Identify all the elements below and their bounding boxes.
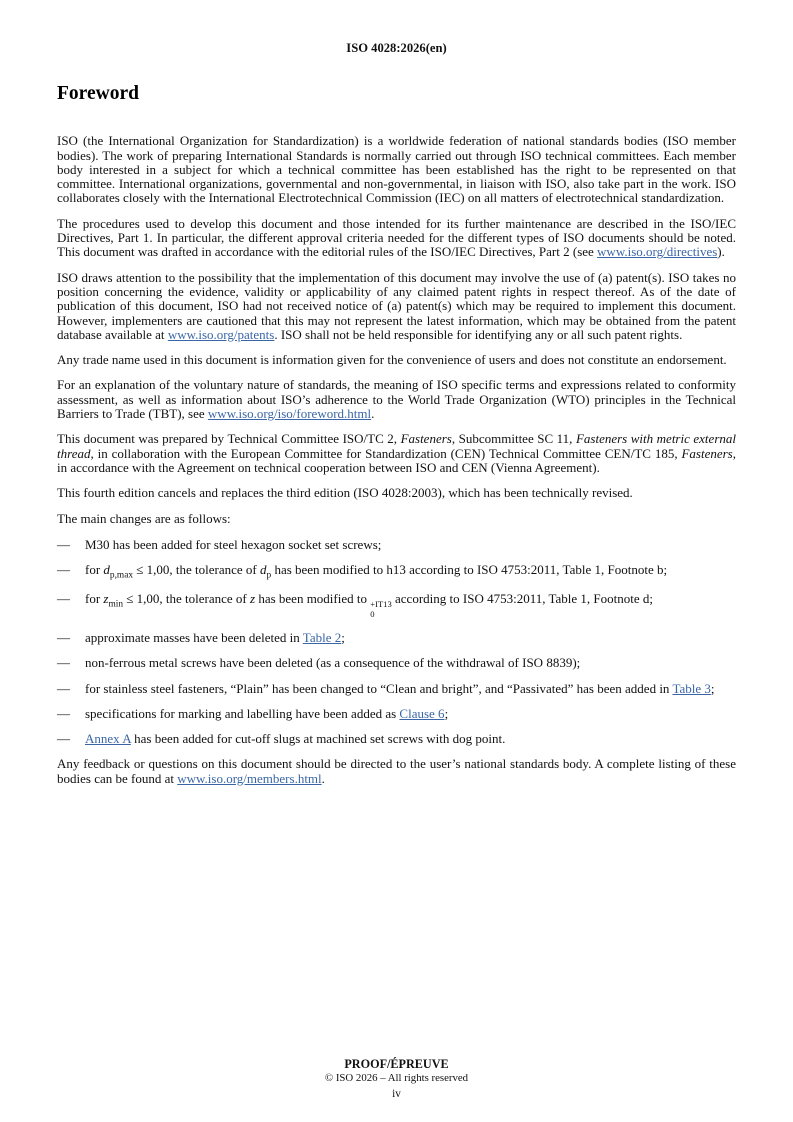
tolerance-lower-deviation: 0 [370, 609, 375, 620]
variable-dp-max: d [103, 562, 110, 578]
change-list-item-non-ferrous [57, 656, 736, 670]
bullet-dash: — [57, 590, 70, 606]
text-run: , Subcommittee SC 11, [451, 431, 576, 447]
text-run: Any trade name used in this document is information given for the convenience of users and does not constitute an endorsement. [57, 352, 727, 368]
paragraph-changes-intro [57, 512, 736, 526]
bullet-dash: — [57, 655, 70, 671]
copyright-notice: © ISO 2026 – All rights reserved [324, 1071, 469, 1084]
text-run: ISO (the International Organization for Standardization) is a worldwide federation of national standards bodies (ISO member bodies). The work of preparing International Standards is normally carried out through ISO technical committees. Each member body interested in a subject for which a technical committee has been established has the right to be represented on that committee. International organizations, governmental and non-governmental, in liaison with ISO, also take part in the work. ISO collaborates closely with the International Electrotechnical Commission (IEC) on all matters of electrotechnical standardization. [57, 133, 736, 206]
text-run: for [85, 590, 104, 606]
paragraph-patents [57, 271, 736, 342]
change-list-item-annex-a [57, 732, 736, 746]
text-run: , in collaboration with the European Committee for Standardization (CEN) Technical Committee CEN/TC 185, [90, 445, 682, 461]
link-annex-a[interactable]: Annex A [85, 731, 131, 747]
bullet-text [85, 538, 736, 552]
paragraph-trade-name [57, 353, 736, 367]
bullet-text [85, 682, 736, 696]
italic-committee-name: Fasteners [400, 431, 452, 447]
bullet-text [85, 631, 736, 645]
text-run: The procedures used to develop this document and those intended for its further maintenance are described in the ISO/IEC Directives, Part 1. In particular, the different approval criteria needed for the different types of ISO documents should be noted. This document was drafted in accordance with the editorial rules of the ISO/IEC Directives, Part 2 (see [57, 215, 736, 260]
text-run: ≤ 1,00, the tolerance of [133, 562, 261, 578]
bullet-text [85, 707, 736, 721]
subscript-p: p [266, 570, 272, 581]
bullet-dash: — [57, 562, 70, 578]
paragraph-edition [57, 486, 736, 500]
text-run: , in accordance with the Agreement on technical cooperation between ISO and CEN (Vienna Agreement). [57, 445, 736, 475]
link-iso-members[interactable]: www.iso.org/members.html [177, 770, 322, 786]
text-run: ; [710, 680, 715, 696]
subscript-p-max: p,max [109, 570, 134, 581]
link-table-2[interactable]: Table 2 [302, 629, 342, 645]
paragraph-procedures [57, 217, 736, 260]
link-iso-foreword[interactable]: www.iso.org/iso/foreword.html [207, 406, 372, 422]
text-run: This fourth edition cancels and replaces the third edition (ISO 4028:2003), which has been technically revised. [57, 485, 633, 501]
text-run: . ISO shall not be held responsible for identifying any or all such patent rights. [274, 326, 683, 342]
paragraph-committee [57, 432, 736, 475]
text-run: approximate masses have been deleted in [85, 629, 303, 645]
text-run: for [85, 562, 104, 578]
text-run: specifications for marking and labelling have been added as [85, 705, 400, 721]
bullet-text [85, 732, 736, 746]
tolerance-upper-deviation: +IT13 [370, 599, 392, 610]
page-footer [0, 1058, 793, 1100]
text-run: ≤ 1,00, the tolerance of [123, 590, 251, 606]
change-list-item-m30 [57, 538, 736, 552]
subscript-min: min [108, 599, 124, 610]
variable-z-min: z [103, 590, 109, 606]
text-run: The main changes are as follows: [57, 510, 231, 526]
text-run: ; [341, 629, 345, 645]
text-run: according to ISO 4753:2011, Table 1, Footnote d; [391, 590, 653, 606]
link-clause-6[interactable]: Clause 6 [399, 705, 445, 721]
document-header [57, 42, 736, 56]
paragraph-feedback [57, 757, 736, 786]
text-run: ISO draws attention to the possibility that the implementation of this document may involve the use of (a) patent(s). ISO takes no position concerning the evidence, validity or applicability of any claimed patent rights in respect thereof. As of the date of publication of this document, ISO had not received notice of (a) patent(s) which may be required to implement this document. However, implementers are cautioned that this may not represent the latest information, which may be obtained from the patent database available at [57, 269, 736, 342]
link-table-3[interactable]: Table 3 [672, 680, 711, 696]
tolerance-stack-notation [370, 600, 392, 620]
proof-epreuve-label: PROOF/ÉPREUVE [344, 1057, 449, 1072]
italic-subcommittee-name: Fasteners with metric external thread [57, 431, 736, 461]
text-run: ; [444, 705, 449, 721]
variable-z: z [250, 590, 256, 606]
change-list-item-dp-tolerance [57, 563, 736, 581]
bullet-dash: — [57, 536, 70, 552]
text-run: has been added for cut-off slugs at machined set screws with dog point. [130, 731, 506, 747]
bullet-text [85, 563, 736, 581]
italic-cen-committee-name: Fasteners [681, 445, 733, 461]
page-number: iv [392, 1087, 401, 1100]
bullet-dash: — [57, 629, 70, 645]
text-run: . [371, 406, 375, 422]
doc-identifier: ISO 4028:2026(en) [346, 41, 447, 55]
change-list-item-stainless-finish [57, 682, 736, 696]
bullet-text [85, 656, 736, 670]
text-run: non-ferrous metal screws have been deleted (as a consequence of the withdrawal of ISO 8839); [85, 655, 581, 671]
text-run: M30 has been added for steel hexagon socket set screws; [85, 536, 382, 552]
text-run: has been modified to h13 according to ISO 4753:2011, Table 1, Footnote b; [271, 562, 668, 578]
link-iso-patents[interactable]: www.iso.org/patents [167, 326, 275, 342]
bullet-dash: — [57, 705, 70, 721]
bullet-dash: — [57, 731, 70, 747]
change-list-item-z-tolerance [57, 592, 736, 620]
text-run: . [321, 770, 325, 786]
text-run: ). [717, 244, 725, 260]
page-title: Foreword [57, 82, 139, 104]
text-run: Any feedback or questions on this document should be directed to the user’s national standards body. A complete listing of these bodies can be found at [57, 756, 736, 786]
bullet-text [85, 592, 736, 620]
bullet-dash: — [57, 680, 70, 696]
text-run: For an explanation of the voluntary nature of standards, the meaning of ISO specific terms and expressions related to conformity assessment, as well as information about ISO’s adherence to the World Trade Organization (WTO) principles in the Technical Barriers to Trade (TBT), see [57, 377, 736, 422]
variable-dp: d [260, 562, 267, 578]
change-list-item-marking-labelling [57, 707, 736, 721]
text-run: This document was prepared by Technical Committee ISO/TC 2, [57, 431, 401, 447]
change-list-item-masses-deleted [57, 631, 736, 645]
paragraph-iso-intro [57, 134, 736, 205]
link-iso-directives[interactable]: www.iso.org/directives [597, 244, 718, 260]
text-run: for stainless steel fasteners, “Plain” has been changed to “Clean and bright”, and “Passivated” has been added in [85, 680, 673, 696]
text-run: has been modified to [255, 590, 371, 606]
paragraph-wto [57, 378, 736, 421]
